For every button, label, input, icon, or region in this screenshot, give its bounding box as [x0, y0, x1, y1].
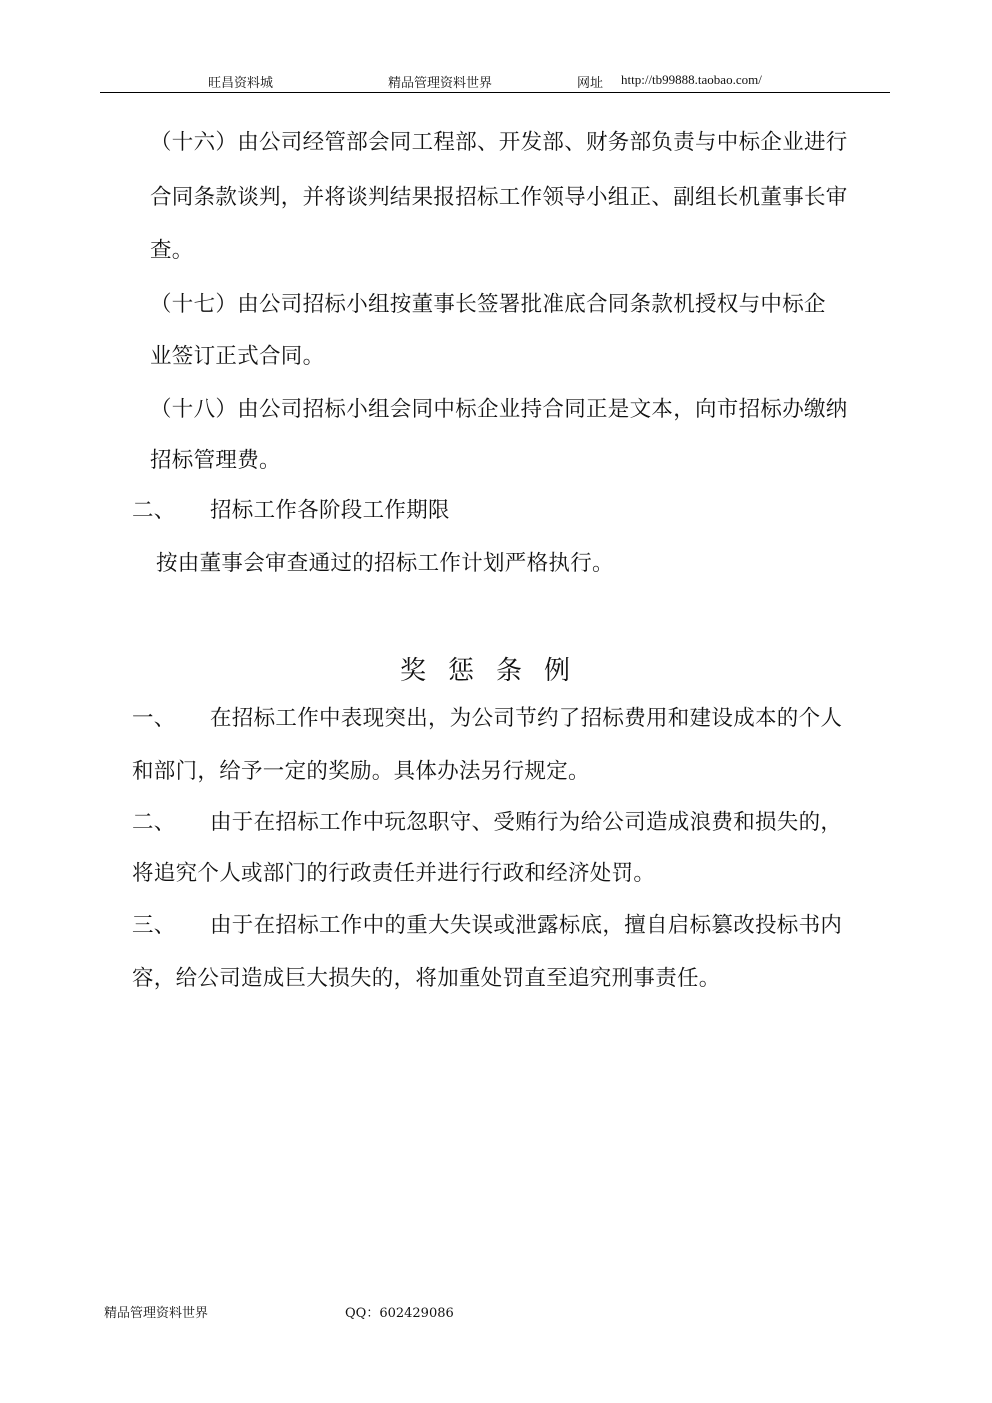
item-17-line-1: （十七）由公司招标小组按董事长签署批准底合同条款机授权与中标企	[150, 292, 826, 317]
reward-item-1-text: 在招标工作中表现突出，为公司节约了招标费用和建设成本的个人	[210, 706, 843, 731]
item-16-line-2: 合同条款谈判，并将谈判结果报招标工作领导小组正、副组长机董事长审	[150, 185, 848, 210]
header-shop-name: 旺昌资料城	[208, 76, 274, 91]
reward-item-2-number: 二、	[132, 810, 176, 835]
header-brand: 精品管理资料世界	[388, 76, 493, 91]
reward-item-1-line-1	[132, 704, 842, 734]
section-2-title: 招标工作各阶段工作期限	[210, 498, 450, 523]
section-2-body: 按由董事会审查通过的招标工作计划严格执行。	[156, 551, 614, 576]
header-url-label: 网址	[577, 76, 604, 91]
item-17-line-2: 业签订正式合同。	[150, 344, 325, 369]
section-2-number: 二、	[132, 498, 176, 523]
header-url-link[interactable]: http://tb99888.taobao.com/	[621, 72, 762, 87]
footer-brand: 精品管理资料世界	[104, 1306, 209, 1321]
reward-item-1-number: 一、	[132, 706, 176, 731]
reward-item-3-number: 三、	[132, 913, 176, 938]
reward-item-3-line-2: 容，给公司造成巨大损失的，将加重处罚直至追究刑事责任。	[132, 966, 721, 991]
reward-item-3-line-1	[132, 911, 842, 941]
page-header	[100, 70, 890, 93]
section-2-title-line	[132, 496, 450, 526]
item-16-line-1: （十六）由公司经管部会同工程部、开发部、财务部负责与中标企业进行	[150, 130, 848, 155]
reward-item-1-line-2: 和部门，给予一定的奖励。具体办法另行规定。	[132, 759, 590, 784]
reward-item-2-line-2: 将追究个人或部门的行政责任并进行行政和经济处罚。	[132, 861, 656, 886]
reward-item-2-line-1	[132, 808, 842, 838]
item-18-line-2: 招标管理费。	[150, 448, 281, 473]
reward-item-3-text: 由于在招标工作中的重大失误或泄露标底，擅自启标篡改投标书内	[210, 913, 843, 938]
rewards-heading: 奖惩条例	[399, 656, 592, 686]
item-18-line-1: （十八）由公司招标小组会同中标企业持合同正是文本，向市招标办缴纳	[150, 397, 848, 422]
item-16-line-3: 查。	[150, 238, 194, 263]
footer-qq: QQ：602429086	[345, 1306, 454, 1321]
reward-item-2-text: 由于在招标工作中玩忽职守、受贿行为给公司造成浪费和损失的，	[210, 810, 843, 835]
